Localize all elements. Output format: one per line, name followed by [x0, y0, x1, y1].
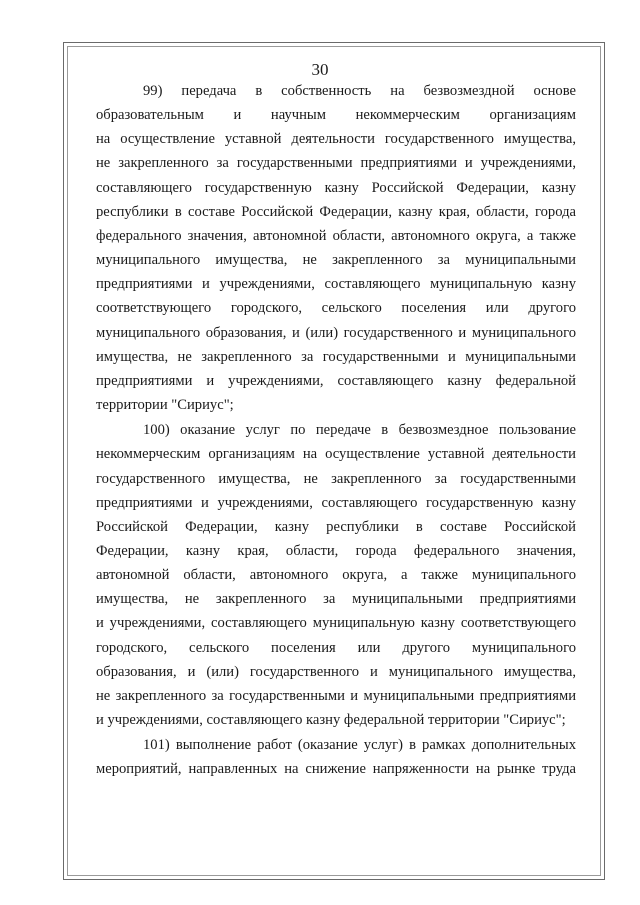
text-line: предприятиями и учреждениями, составляющего муниципальную казну [96, 276, 576, 293]
document-body [96, 79, 576, 782]
text-line: и учреждениями, составляющего казну федеральной территории "Сириус"; [96, 712, 566, 729]
text-line: мероприятий, направленных на снижение напряженности на рынке труда [96, 761, 576, 778]
paragraph-item-100 [96, 418, 576, 732]
text-line: городского, сельского поселения или другого муниципального [96, 639, 576, 656]
text-line: федерального значения, автономной области, автономного округа, а также [96, 227, 576, 244]
text-line: составляющего государственную казну Российской Федерации, казну [96, 179, 576, 196]
text-line: и учреждениями, составляющего муниципальную казну соответствующего [96, 615, 576, 632]
text-line: предприятиями и учреждениями, составляющего казну федеральной [96, 372, 576, 389]
text-line: муниципального имущества, не закрепленного за муниципальными [96, 252, 576, 269]
text-line: государственного имущества, не закрепленного за государственными [96, 470, 576, 487]
text-line: имущества, не закрепленного за государственными и муниципальными [96, 348, 576, 365]
text-line: 100) оказание услуг по передаче в безвозмездное пользование [143, 422, 576, 439]
text-line: муниципального образования, и (или) государственного и муниципального [96, 324, 576, 341]
text-line: территории "Сириус"; [96, 397, 234, 414]
text-line: имущества, не закрепленного за муниципальными предприятиями [96, 591, 576, 608]
text-line: Российской Федерации, казну республики в составе Российской [96, 518, 576, 535]
text-line: республики в составе Российской Федерации, казну края, области, города [96, 203, 576, 220]
text-line: соответствующего городского, сельского поселения или другого [96, 300, 576, 317]
text-line: Федерации, казну края, области, города федерального значения, [96, 542, 576, 559]
paragraph-item-101 [96, 733, 576, 781]
text-line: не закрепленного за государственными и муниципальными предприятиями [96, 687, 576, 704]
text-line: на осуществление уставной деятельности государственного имущества, [96, 131, 576, 148]
page-number: 30 [311, 60, 329, 79]
text-line: предприятиями и учреждениями, составляющего государственную казну [96, 494, 576, 511]
text-line: некоммерческим организациям на осуществление уставной деятельности [96, 446, 576, 463]
text-line: образования, и (или) государственного и муниципального имущества, [96, 663, 576, 680]
text-line: автономной области, автономного округа, а также муниципального [96, 567, 576, 584]
text-line: образовательным и научным некоммерческим организациям [96, 107, 576, 124]
text-line: не закрепленного за государственными предприятиями и учреждениями, [96, 155, 576, 172]
text-line: 99) передача в собственность на безвозмездной основе [143, 83, 576, 99]
text-line: 101) выполнение работ (оказание услуг) в рамках дополнительных [143, 737, 576, 754]
paragraph-item-99 [96, 79, 576, 417]
